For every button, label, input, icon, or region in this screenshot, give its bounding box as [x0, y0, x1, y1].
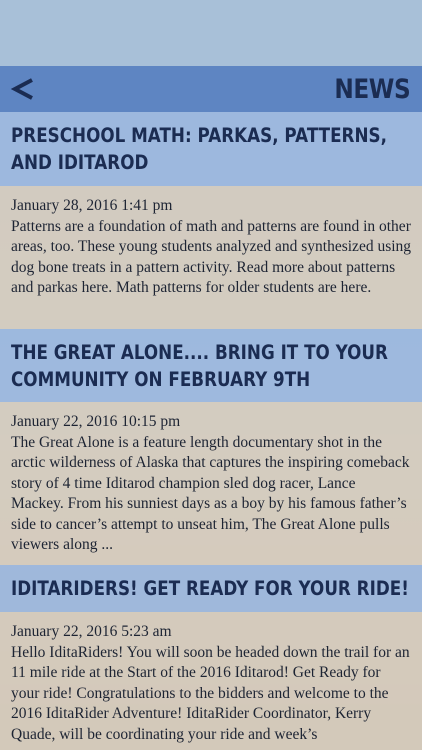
post-title-bar[interactable]	[0, 565, 422, 612]
post-excerpt: The Great Alone is a feature length documentary shot in the arctic wilderness of Alaska that captures the inspiring comeback story of 4 time Iditarod champion sled dog racer, Lance Mackey. From his sunniest days as a boy by his famous father’s side to cancer’s attempt to unseat him, The Great Alone pulls viewers along ...	[11, 433, 410, 553]
news-post[interactable]	[0, 565, 422, 750]
post-title: IDITARIDERS! GET READY FOR YOUR RIDE!	[11, 577, 409, 600]
post-title-bar[interactable]	[0, 112, 422, 186]
back-button[interactable]	[10, 66, 50, 112]
post-title-bar[interactable]	[0, 329, 422, 402]
post-date: January 28, 2016 1:41 pm	[11, 197, 173, 214]
post-date: January 22, 2016 5:23 am	[11, 623, 172, 640]
post-title: PRESCHOOL MATH: PARKAS, PATTERNS, AND IDITAROD	[11, 124, 387, 174]
post-title: THE GREAT ALONE.... BRING IT TO YOUR COMMUNITY ON FEBRUARY 9TH	[11, 341, 388, 391]
status-bar-area	[0, 0, 422, 66]
news-post[interactable]	[0, 112, 422, 329]
chevron-left-icon	[10, 76, 36, 102]
post-summary[interactable]	[0, 612, 422, 750]
news-post[interactable]	[0, 329, 422, 565]
navigation-bar	[0, 66, 422, 112]
post-excerpt: Patterns are a foundation of math and patterns are found in other areas, too. These young students analyzed and synthesized using dog bone treats in a pattern activity. Read more about patterns and parkas here. Math patterns for older students are here.	[11, 217, 412, 296]
post-summary[interactable]	[0, 402, 422, 565]
news-feed[interactable]	[0, 112, 422, 750]
post-summary[interactable]	[0, 186, 422, 329]
post-excerpt: Hello IditaRiders! You will soon be headed down the trail for an 11 mile ride at the Start of the 2016 Iditarod! Get Ready for your ride! Congratulations to the bidders and welcome to the 2016 IditaRider Adventure! IditaRider Coordinator, Kerry Quade, will be coordinating your ride and week’s	[11, 643, 410, 743]
post-date: January 22, 2016 10:15 pm	[11, 413, 181, 430]
page-title: NEWS	[334, 73, 410, 105]
